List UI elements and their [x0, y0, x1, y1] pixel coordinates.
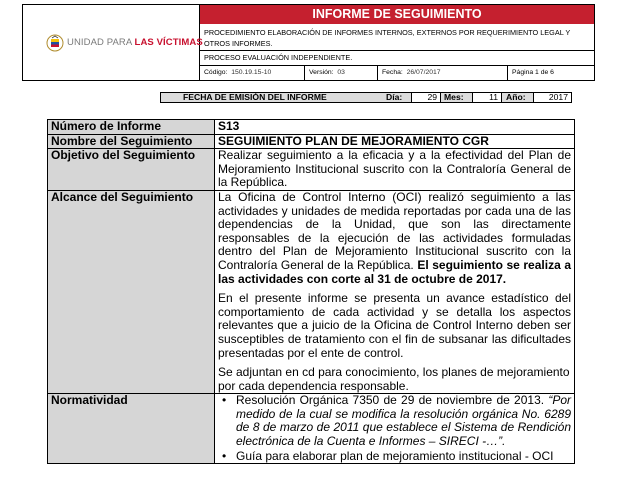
logo-cell [23, 5, 203, 80]
document-meta [200, 66, 594, 80]
coat-of-arms-icon [46, 34, 64, 52]
month-value: 11 [472, 93, 502, 102]
meta-page: Página 1 de 6 [512, 69, 554, 76]
process-name: PROCESO EVALUACIÓN INDEPENDIENTE. [204, 53, 353, 62]
report-title: INFORME DE SEGUIMIENTO [200, 5, 594, 24]
scope-paragraph-3: Se adjuntan en cd para conocimiento, los planes de mejoramiento por cada dependencia responsable. [218, 365, 570, 393]
norm-label: Normatividad [48, 394, 215, 464]
scope-text [215, 190, 575, 393]
table-row [48, 190, 575, 393]
month-label: Mes: [444, 92, 464, 102]
day-value: 29 [411, 93, 441, 102]
number-label: Número de Informe [48, 120, 215, 135]
procedure-name: PROCEDIMIENTO ELABORACIÓN DE INFORMES INTERNOS, EXTERNOS POR REQUERIMIENTO LEGAL Y OTROS INFORMES. [204, 28, 571, 48]
meta-date: Fecha: 26/07/2017 [378, 66, 508, 80]
name-label: Nombre del Seguimiento [48, 134, 215, 149]
objective-label: Objetivo del Seguimiento [48, 149, 215, 191]
scope-paragraph-2: En el presente informe se presenta un avance estadístico del comportamiento de cada actividad y se detalla los aspectos relevantes que a juicio de la Oficina de Control Interno deben ser susceptibles de tratamiento con el fin de subsanar las dificultades presentadas por el ente de control. [218, 291, 571, 360]
norm-list [218, 394, 571, 463]
objective-text: Realizar seguimiento a la eficacia y a la efectividad del Plan de Mejoramiento Institucional suscrito con la Contraloría General de la República. [215, 149, 575, 191]
list-item: • Guía para elaborar plan de mejoramiento institucional - OCI [230, 450, 571, 464]
scope-paragraph-1: La Oficina de Control Interno (OCI) realizó seguimiento a las actividades y unidades de medida reportadas por cada una de las dependencias de la Unidad, que son las directamente responsables de la ejecución de las actividades formuladas dentro del Plan de Mejoramiento Institucional suscrito con la Contraloría General de la República. El seguimiento se realiza a las actividades con corte al 31 de octubre de 2017. [218, 189, 571, 286]
day-label: Día: [386, 92, 403, 102]
list-item: • Resolución Orgánica 7350 de 29 de noviembre de 2013. “Por medido de la cual se modifica la resolución orgánica No. 6289 de 8 de marzo de 2011 que establece el Sistema de Rendición electrónica de la Cuenta e Informes – SIRECI -…”. [230, 394, 571, 448]
emission-label: FECHA DE EMISIÓN DEL INFORME [183, 92, 327, 102]
meta-code: Código: 150.19.15-10 [200, 66, 305, 80]
report-table [47, 119, 575, 464]
report-number: S13 [215, 120, 575, 135]
document-header [22, 4, 595, 81]
table-row [48, 134, 575, 149]
table-row [48, 120, 575, 135]
table-row [48, 149, 575, 191]
divider [200, 50, 594, 51]
meta-version: Versión: 03 [305, 66, 378, 80]
logo-text: UNIDAD PARA LAS VÍCTIMAS [67, 37, 203, 48]
report-name: SEGUIMIENTO PLAN DE MEJORAMIENTO CGR [215, 134, 575, 149]
scope-label: Alcance del Seguimiento [48, 190, 215, 393]
table-row [48, 394, 575, 464]
norm-list-cell [215, 394, 575, 464]
year-value: 2017 [533, 93, 571, 102]
year-label: Año: [506, 92, 526, 102]
emission-date-bar [160, 92, 572, 103]
